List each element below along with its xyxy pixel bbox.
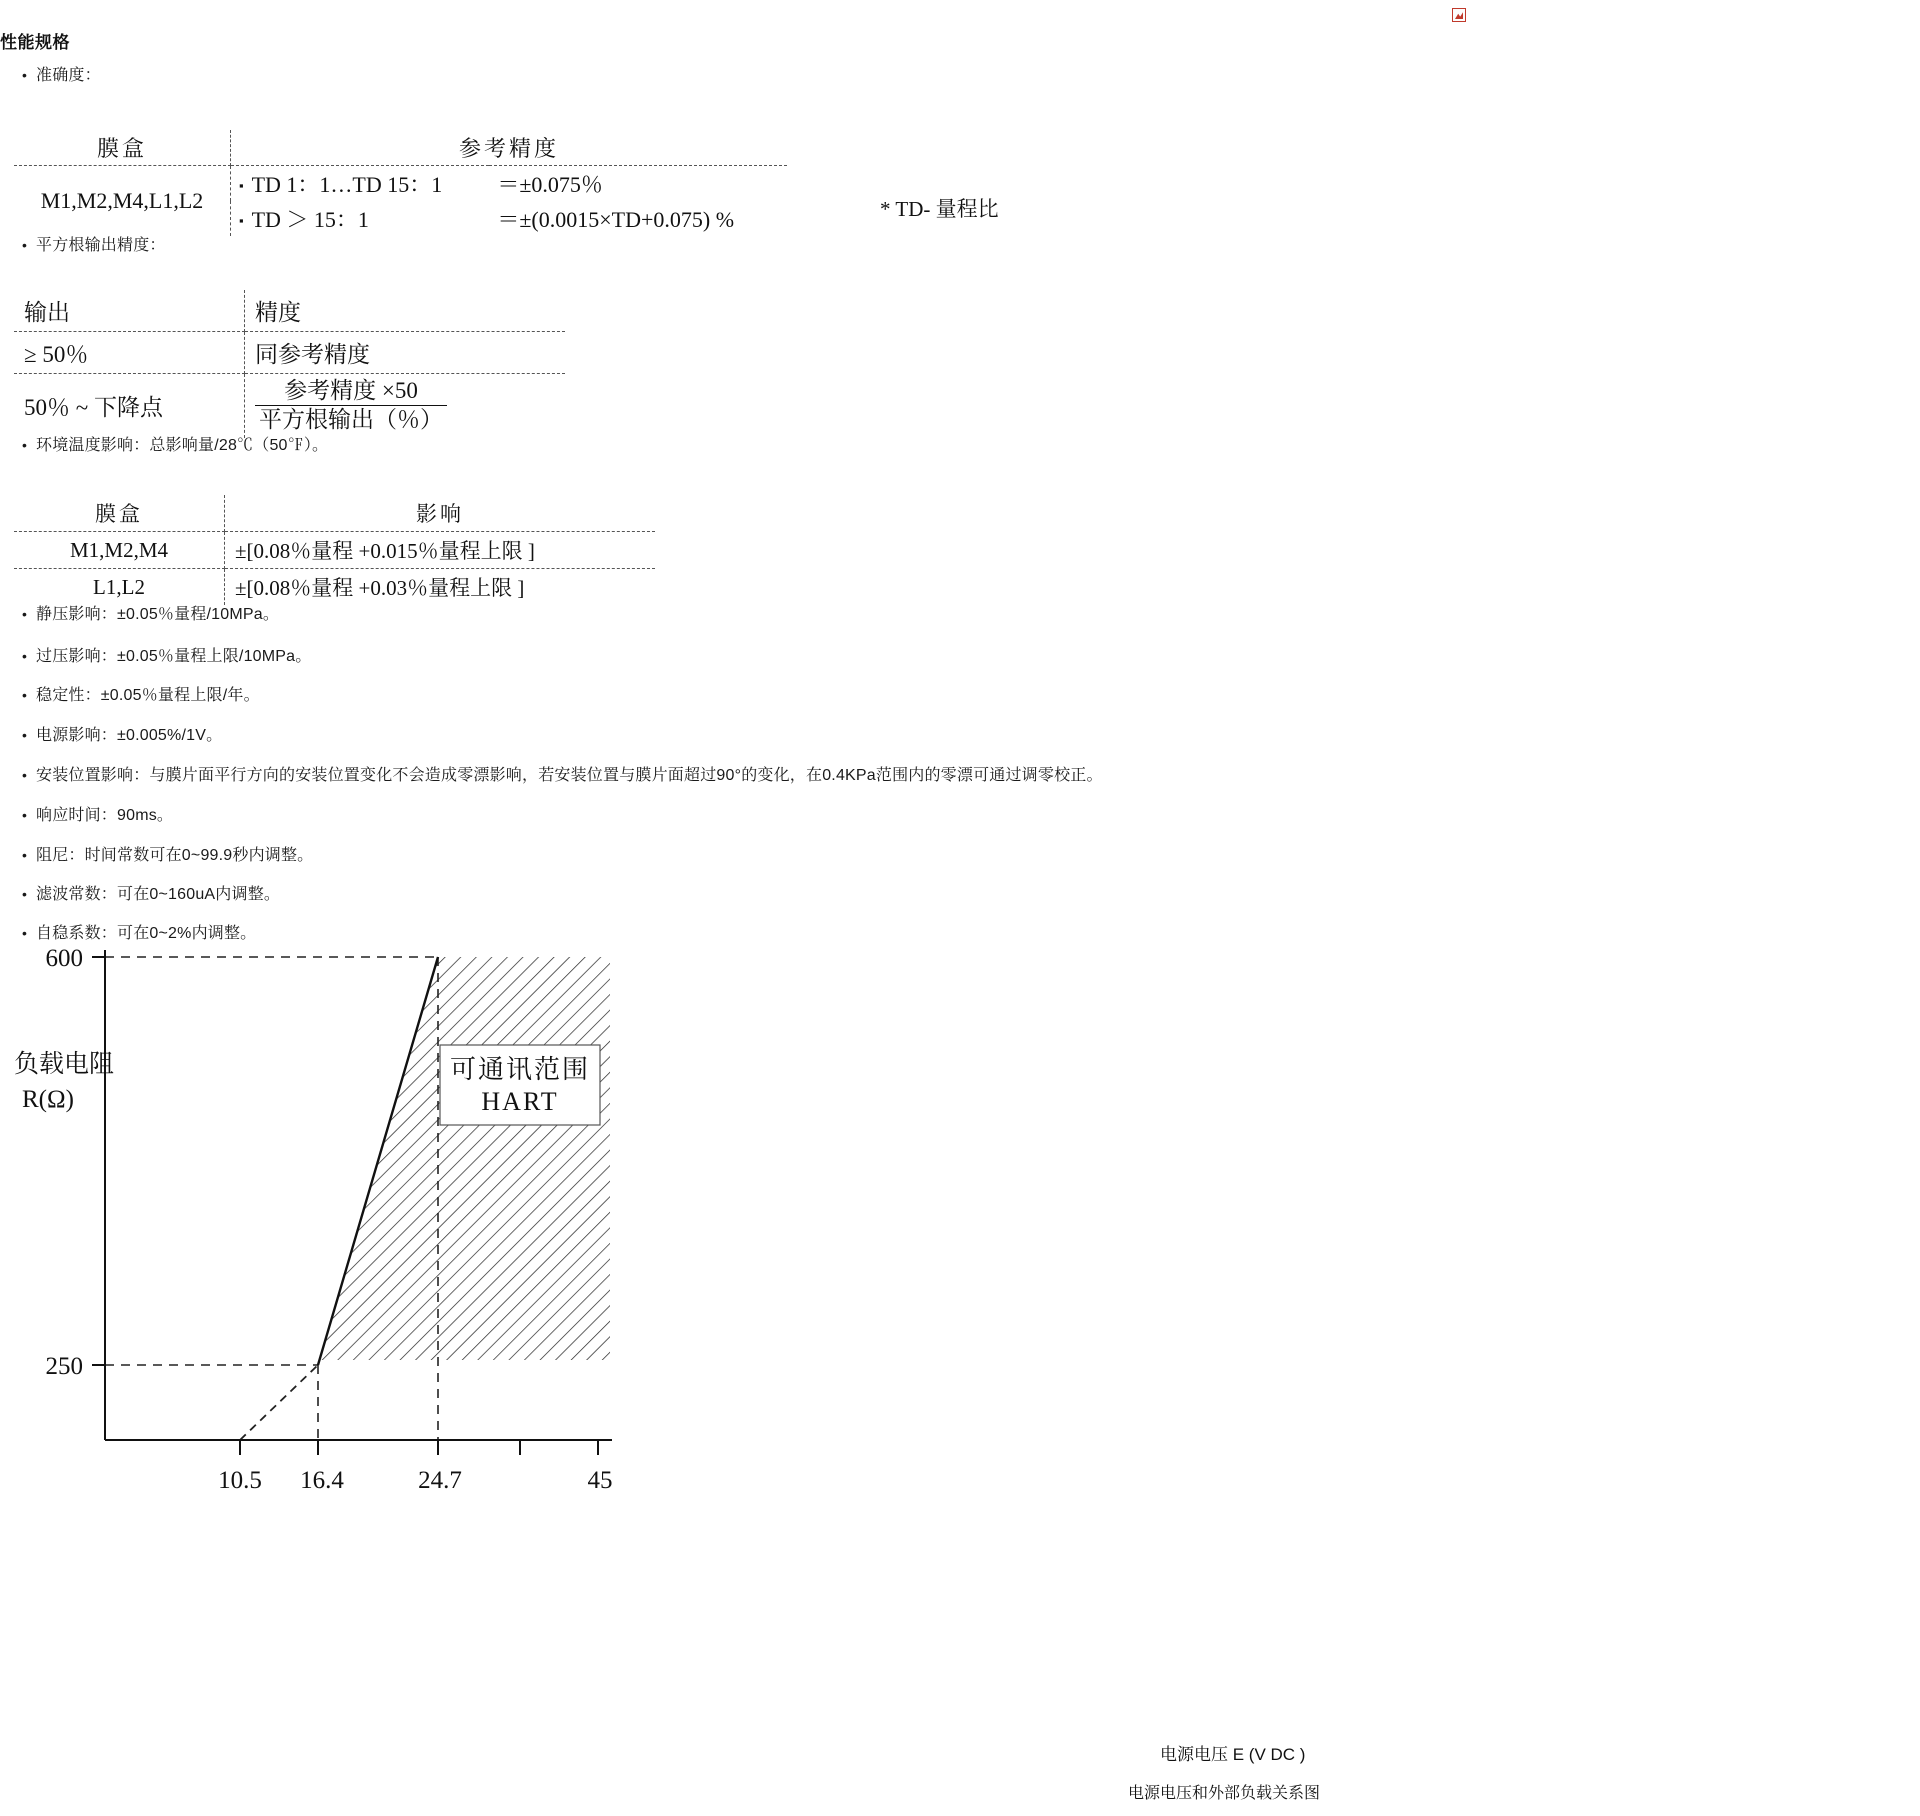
x-tick-label-10-5: 10.5 <box>218 1467 262 1494</box>
bullet-self-stable-label: 自稳系数：可在0~2%内调整。 <box>36 925 257 942</box>
sqrt-row-0-output: ≥ 50％ <box>14 332 245 374</box>
hart-annotation-line2: HART <box>481 1087 559 1116</box>
sqrt-row-0-accuracy: 同参考精度 <box>245 332 566 374</box>
page-title: 性能规格 <box>0 33 70 52</box>
accuracy-value-0: ＝±0.075％ <box>497 172 603 197</box>
sqrt-row-1-accuracy <box>245 374 566 438</box>
bullet-mounting-effect <box>22 762 1103 785</box>
accuracy-table-header-1: 参考精度 <box>231 130 788 166</box>
bullet-stability <box>22 682 260 705</box>
sqrt-fraction-denominator: 平方根输出（％） <box>259 407 443 433</box>
accuracy-table <box>14 130 787 236</box>
temp-table-header-0: 膜盒 <box>14 495 225 532</box>
temp-row-0-effect: ±[0.08％量程 +0.015％量程上限 ] <box>225 532 656 569</box>
temp-row-1-effect: ±[0.08％量程 +0.03％量程上限 ] <box>235 576 525 600</box>
chart-figure-caption: 电源电压和外部负载关系图 <box>1128 1785 1321 1802</box>
load-line-dashed <box>240 1365 318 1440</box>
bullet-dot-icon <box>22 648 36 666</box>
chart-x-axis-title: 电源电压 E (V DC ) <box>1160 1745 1306 1764</box>
bullet-damping-label: 阻尼：时间常数可在0~99.9秒内调整。 <box>36 847 314 864</box>
bullet-over-pressure <box>22 643 311 666</box>
bullet-dot-icon <box>22 847 36 865</box>
bullet-accuracy-label: 准确度： <box>36 67 101 84</box>
bullet-power-effect-label: 电源影响：±0.005%/1V。 <box>36 727 223 744</box>
bullet-dot-icon <box>22 687 36 705</box>
bullet-dot-icon <box>22 807 36 825</box>
accuracy-table-row-label: M1,M2,M4,L1,L2 <box>14 166 231 237</box>
bullet-temp-effect <box>22 432 328 455</box>
x-tick-label-16-4: 16.4 <box>300 1467 344 1494</box>
accuracy-value-1: ＝±(0.0015×TD+0.075) % <box>497 207 735 232</box>
bullet-dot-icon <box>22 727 36 745</box>
temp-row-0-cell: M1,M2,M4 <box>14 532 225 569</box>
sqrt-row-1-output: 50％ ~ 下降点 <box>14 374 245 438</box>
sqrt-table-header-1: 精度 <box>245 290 566 332</box>
chart-svg <box>0 935 1000 1495</box>
sqrt-fraction-numerator: 参考精度 ×50 <box>255 378 447 406</box>
y-tick-label-600: 600 <box>45 945 83 972</box>
bullet-response-time-label: 响应时间：90ms。 <box>36 807 174 824</box>
bullet-sqrt-accuracy-label: 平方根输出精度： <box>36 237 166 254</box>
bullet-power-effect <box>22 722 222 745</box>
bullet-filter-constant-label: 滤波常数：可在0~160uA内调整。 <box>36 886 281 903</box>
bullet-dot-icon <box>22 437 36 455</box>
accuracy-cond-1: ▪ TD ＞ 15：1 <box>231 201 490 236</box>
y-axis-label-line2: R(Ω) <box>22 1086 74 1113</box>
bullet-accuracy <box>22 62 101 85</box>
y-tick-label-250: 250 <box>45 1353 83 1380</box>
bullet-temp-effect-label: 环境温度影响：总影响量/28℃（50℉）。 <box>36 437 329 454</box>
bullet-dot-icon <box>22 237 36 255</box>
y-axis-label-line1: 负载电阻 <box>14 1051 115 1078</box>
temp-row-1-cell: L1,L2 <box>14 569 225 606</box>
sqrt-table-header-0: 输出 <box>14 290 245 332</box>
bullet-damping <box>22 842 313 865</box>
bullet-stability-label: 稳定性：±0.05％量程上限/年。 <box>36 687 260 704</box>
bullet-static-pressure-label: 静压影响：±0.05％量程/10MPa。 <box>36 606 280 623</box>
temperature-effect-table <box>14 495 655 605</box>
x-tick-label-45: 45 <box>587 1467 613 1494</box>
x-tick-label-24-7: 24.7 <box>418 1467 462 1494</box>
bullet-dot-icon <box>22 767 36 785</box>
bullet-static-pressure <box>22 601 279 624</box>
bullet-mounting-effect-label: 安装位置影响：与膜片面平行方向的安装位置变化不会造成零漂影响，若安装位置与膜片面超过90°的变化，在0.4KPa范围内的零漂可通过调零校正。 <box>36 767 1103 784</box>
bullet-over-pressure-label: 过压影响：±0.05％量程上限/10MPa。 <box>36 648 312 665</box>
temp-table-header-1: 影响 <box>225 495 656 532</box>
load-resistance-chart <box>0 935 1000 1495</box>
hart-annotation-line1: 可通讯范围 <box>449 1055 591 1084</box>
broken-image-icon <box>1452 8 1466 22</box>
accuracy-cond-0: ▪ TD 1：1…TD 15：1 <box>231 166 490 202</box>
chart-shaded-region <box>318 957 610 1365</box>
bullet-dot-icon <box>22 886 36 904</box>
bullet-sqrt-accuracy <box>22 232 166 255</box>
bullet-dot-icon <box>22 606 36 624</box>
bullet-response-time <box>22 802 173 825</box>
accuracy-footnote: * TD- 量程比 <box>880 197 999 221</box>
bullet-dot-icon <box>22 67 36 85</box>
accuracy-table-header-0: 膜盒 <box>14 130 231 166</box>
hatch-area <box>318 957 610 1365</box>
bullet-filter-constant <box>22 881 280 904</box>
sqrt-output-table <box>14 290 565 438</box>
sqrt-fraction <box>255 378 447 434</box>
